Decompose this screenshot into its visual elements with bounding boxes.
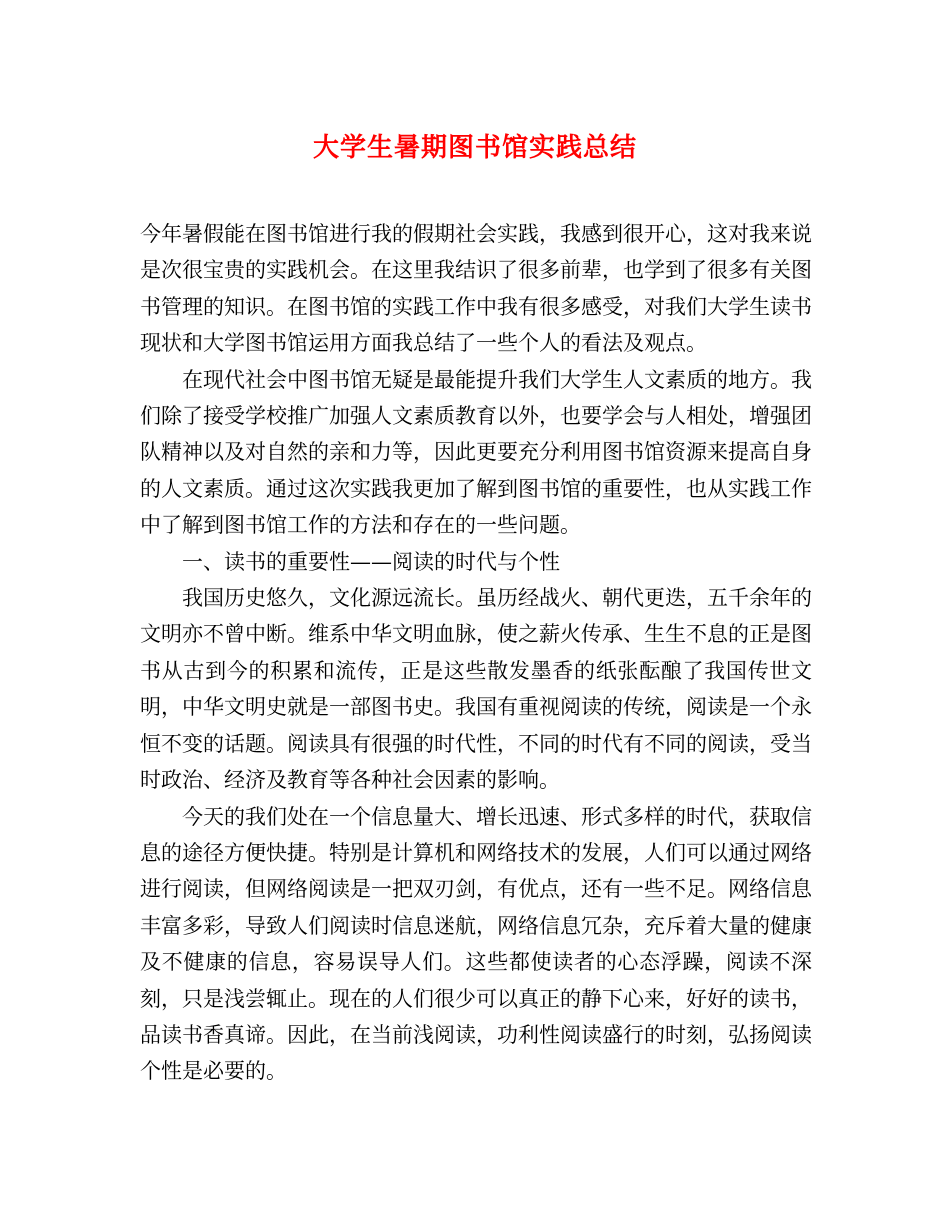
- paragraph-network-reading: 今天的我们处在一个信息量大、增长迅速、形式多样的时代，获取信息的途径方便快捷。特别是计算机和网络技术的发展，人们可以通过网络进行阅读，但网络阅读是一把双刃剑，有优点，还有一些不足。网络信息丰富多彩，导致人们阅读时信息迷航，网络信息冗杂，充斥着大量的健康及不健康的信息，容易误导人们。这些都使读者的心态浮躁，阅读不深刻，只是浅尝辄止。现在的人们很少可以真正的静下心来，好好的读书，品读书香真谛。因此，在当前浅阅读，功利性阅读盛行的时刻，弘扬阅读个性是必要的。: [140, 804, 812, 1084]
- paragraph-history: 我国历史悠久，文化源远流长。虽历经战火、朝代更迭，五千余年的文明亦不曾中断。维系中华文明血脉，使之薪火传承、生生不息的正是图书从古到今的积累和流传，正是这些散发墨香的纸张酝酿了我国传世文明，中华文明史就是一部图书史。我国有重视阅读的传统，阅读是一个永恒不变的话题。阅读具有很强的时代性，不同的时代有不同的阅读，受当时政治、经济及教育等各种社会因素的影响。: [140, 586, 812, 793]
- paragraph-library-role: 在现代社会中图书馆无疑是最能提升我们大学生人文素质的地方。我们除了接受学校推广加强人文素质教育以外，也要学会与人相处，增强团队精神以及对自然的亲和力等，因此更要充分利用图书馆资源来提高自身的人文素质。通过这次实践我更加了解到图书馆的重要性，也从实践工作中了解到图书馆工作的方法和存在的一些问题。: [140, 367, 812, 538]
- section-heading-reading-importance: 一、读书的重要性——阅读的时代与个性: [182, 549, 560, 574]
- document-body: [140, 216, 812, 1090]
- document-title: 大学生暑期图书馆实践总结: [312, 133, 637, 163]
- paragraph-intro: 今年暑假能在图书馆进行我的假期社会实践，我感到很开心，这对我来说是次很宝贵的实践机会。在这里我结识了很多前辈，也学到了很多有关图书管理的知识。在图书馆的实践工作中我有很多感受，对我们大学生读书现状和大学图书馆运用方面我总结了一些个人的看法及观点。: [140, 222, 812, 356]
